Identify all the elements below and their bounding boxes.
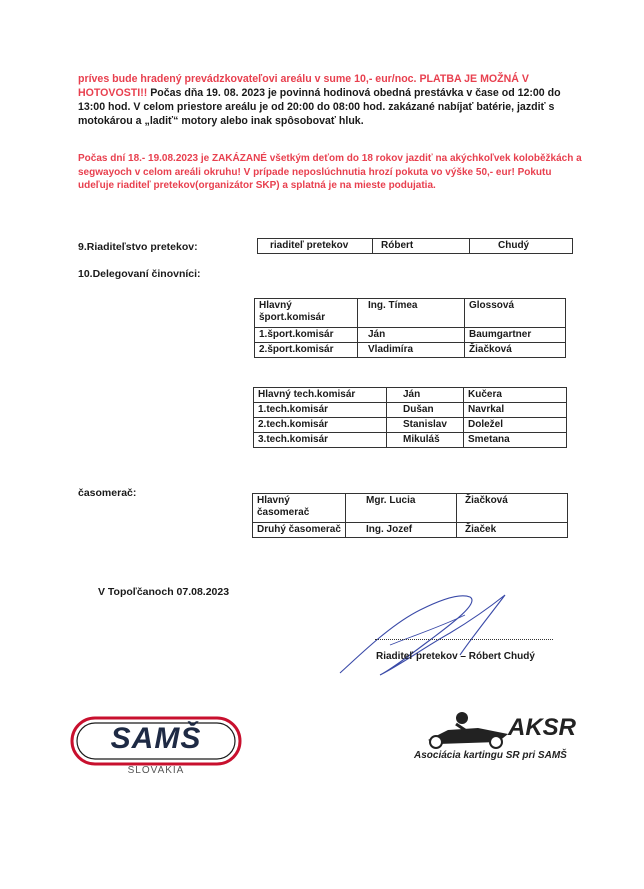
table-cell: Stanislav — [387, 418, 464, 433]
aksr-logo-text: AKSR — [508, 714, 577, 741]
paragraph-rules — [78, 72, 578, 128]
signature-scribble — [330, 585, 530, 685]
table-cell: Hlavný časomerač — [253, 494, 346, 523]
aksr-logo — [412, 706, 592, 772]
table-cell: Ján — [358, 328, 465, 343]
table-cell: Žiaček — [457, 523, 568, 538]
table-cell: Žiačková — [465, 343, 566, 358]
table-cell: riaditeľ pretekov — [258, 239, 373, 254]
table-row — [254, 433, 567, 448]
table-cell: 2.šport.komisár — [255, 343, 358, 358]
timekeepers-table — [252, 493, 568, 538]
table-cell: Vladimíra — [358, 343, 465, 358]
table-cell: Doležel — [464, 418, 567, 433]
table-cell: Ing. Jozef — [346, 523, 457, 538]
table-cell: Druhý časomerač — [253, 523, 346, 538]
table-cell: Žiačková — [457, 494, 568, 523]
table-row — [254, 403, 567, 418]
table-row — [254, 388, 567, 403]
table-cell: 3.tech.komisár — [254, 433, 387, 448]
sport-commissioners-table — [254, 298, 566, 358]
date-place: V Topoľčanoch 07.08.2023 — [98, 586, 230, 598]
table-row — [253, 523, 568, 538]
table-cell: Navrkal — [464, 403, 567, 418]
paragraph-rules-red: príves bude hradený prevádzkovateľovi areálu v sume 10,- eur/noc. PLATBA JE MOŽNÁ V HOTOVOSTI!! — [78, 73, 529, 99]
table-cell: Ing. Tímea — [358, 299, 465, 328]
paragraph-rules-black: Počas dňa 19. 08. 2023 je povinná hodinová obedná prestávka v čase od 12:00 do 13:00 hod. V celom priestore areálu je od 20:00 do 08:00 hod. zakázané nabíjať batérie, jazdiť s motokárou a „ladiť“ motory alebo inak spôsobovať hluk. — [78, 87, 561, 127]
table-cell: 1.šport.komisár — [255, 328, 358, 343]
table-cell: Kučera — [464, 388, 567, 403]
table-cell: Dušan — [387, 403, 464, 418]
section9-label: 9.Riaditeľstvo pretekov: — [78, 241, 198, 253]
table-cell: Glossová — [465, 299, 566, 328]
signature-caption: Riaditeľ pretekov – Róbert Chudý — [376, 651, 535, 662]
table-cell: 2.tech.komisár — [254, 418, 387, 433]
aksr-logo-sub: Asociácia kartingu SR pri SAMŠ — [414, 750, 567, 761]
table-cell: Mikuláš — [387, 433, 464, 448]
table-cell: Ján — [387, 388, 464, 403]
paragraph-ban: Počas dní 18.- 19.08.2023 je ZAKÁZANÉ všetkým deťom do 18 rokov jazdiť na akýchkoľvek koloběžkách a segwayoch v celom areáli okruhu! V prípade neposlúchnutia hrozí pokuta vo výške 50,- eur! Pokutu udeľuje riaditeľ pretekov(organizátor SKP) a splatná je na mieste podujatia. — [78, 153, 582, 192]
table-cell: Róbert — [373, 239, 470, 254]
table-cell: 1.tech.komisár — [254, 403, 387, 418]
table-cell: Chudý — [470, 239, 573, 254]
table-row — [255, 343, 566, 358]
signature-line — [375, 639, 553, 640]
table-cell: Mgr. Lucia — [346, 494, 457, 523]
table-cell: Baumgartner — [465, 328, 566, 343]
kart-icon — [418, 710, 518, 750]
director-table — [257, 238, 573, 254]
section10-label: 10.Delegovaní činovníci: — [78, 268, 201, 280]
sams-logo-text: SAMŠ — [110, 722, 202, 755]
timing-label: časomerač: — [78, 487, 137, 499]
table-cell: Hlavný tech.komisár — [254, 388, 387, 403]
table-row — [254, 418, 567, 433]
table-row — [255, 299, 566, 328]
sams-logo — [70, 716, 242, 780]
table-row — [255, 328, 566, 343]
sams-logo-sub: SLOVAKIA — [127, 765, 185, 776]
table-cell: Smetana — [464, 433, 567, 448]
table-cell: Hlavný šport.komisár — [255, 299, 358, 328]
table-row — [253, 494, 568, 523]
tech-commissioners-table — [253, 387, 567, 448]
table-row — [258, 239, 573, 254]
